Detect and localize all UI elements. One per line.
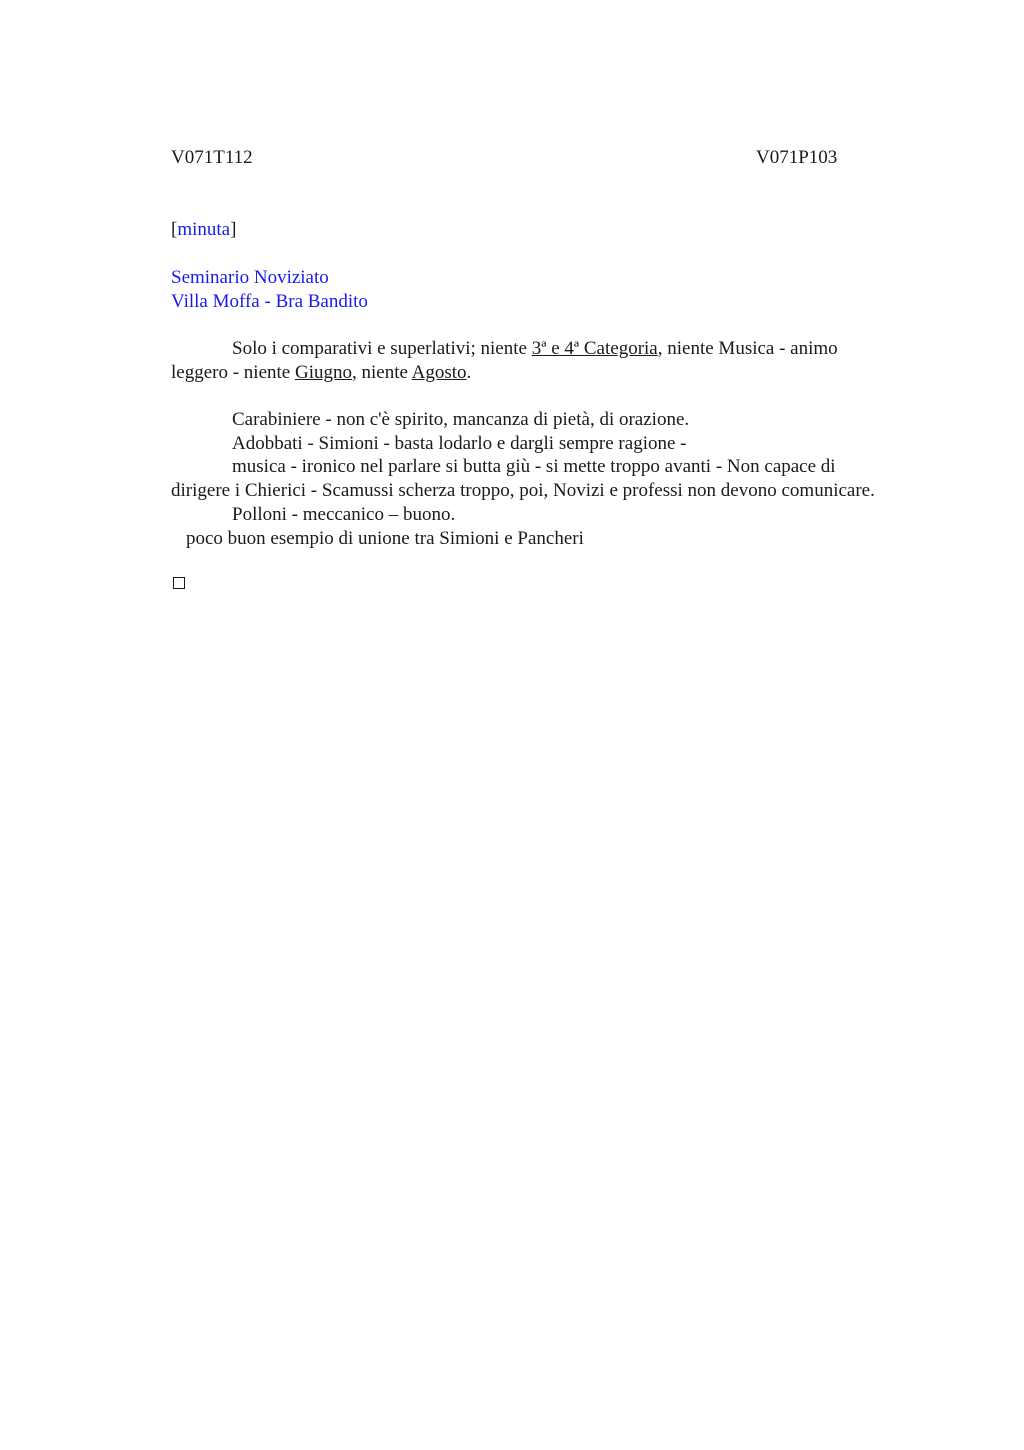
reference-code-right: V071P103 xyxy=(756,147,838,168)
address-line-1: Seminario Noviziato xyxy=(171,267,329,288)
bracket-open: [ xyxy=(171,219,178,240)
address-block xyxy=(171,266,891,313)
address-line-2: Villa Moffa - Bra Bandito xyxy=(171,290,368,312)
p2-line-2: Adobbati - Simioni - basta lodarlo e dargli sempre ragione - xyxy=(232,432,687,454)
paragraph-2 xyxy=(171,408,891,550)
minuta-note xyxy=(171,218,891,242)
minuta-label: minuta xyxy=(177,219,231,240)
paragraph-1-text xyxy=(171,337,891,384)
paragraph-1 xyxy=(171,337,891,384)
empty-square-icon xyxy=(173,577,185,589)
p2-line-5: poco buon esempio di unione tra Simioni e Pancheri xyxy=(186,527,584,549)
p1-text-3: , niente xyxy=(351,361,412,383)
p1-underlined-category: 3ª e 4ª Categoria xyxy=(531,338,658,359)
p2-line-1: Carabiniere - non c'è spirito, mancanza di pietà, di orazione. xyxy=(232,409,690,430)
p1-text-1: Solo i comparativi e superlativi; niente xyxy=(232,338,532,359)
p2-line-3: musica - ironico nel parlare si butta giù - si mette troppo avanti - Non capace di dirigere i Chierici - Scamussi scherza troppo, poi, Novizi e professi non devono comunicare. xyxy=(171,456,875,502)
p1-underlined-agosto: Agosto xyxy=(411,361,467,383)
p1-text-2: , niente Musica - animo leggero - niente xyxy=(171,338,838,383)
p2-line-4: Polloni - meccanico – buono. xyxy=(232,503,456,525)
p1-underlined-giugno: Giugno xyxy=(294,361,352,383)
p1-text-4: . xyxy=(466,361,472,383)
reference-code-left: V071T112 xyxy=(171,147,253,168)
bracket-close: ] xyxy=(230,219,237,240)
